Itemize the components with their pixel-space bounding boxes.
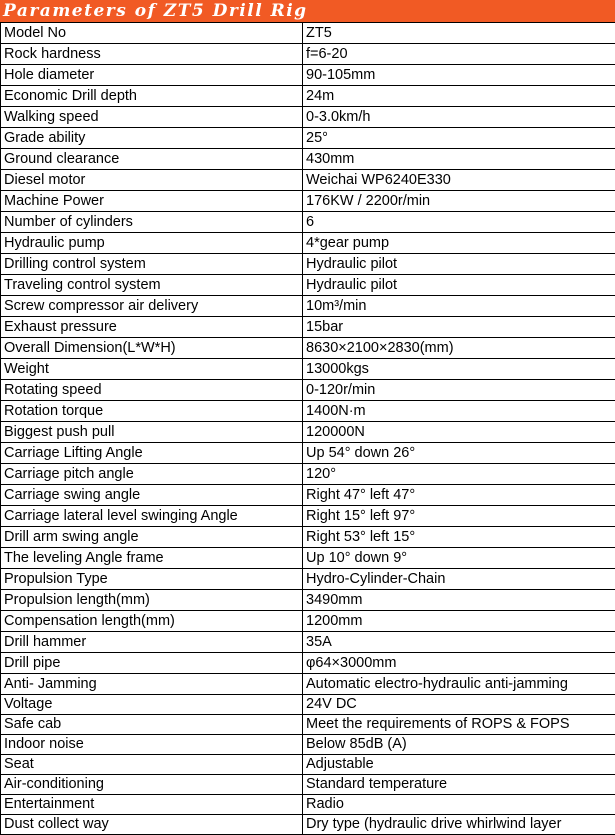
parameter-value: 0-3.0km/h (303, 107, 615, 128)
parameter-value: Adjustable (303, 755, 615, 775)
table-row (1, 296, 615, 317)
parameter-value: Hydraulic pilot (303, 275, 615, 296)
table-row (1, 674, 615, 695)
parameter-value: f=6-20 (303, 44, 615, 65)
parameter-name: Biggest push pull (1, 422, 303, 443)
parameter-name: Drill hammer (1, 632, 303, 653)
table-row (1, 212, 615, 233)
table-row (1, 401, 615, 422)
parameter-value: Standard temperature (303, 775, 615, 795)
parameter-value: Weichai WP6240E330 (303, 170, 615, 191)
table-row (1, 170, 615, 191)
table-row (1, 44, 615, 65)
parameter-name: Hydraulic pump (1, 233, 303, 254)
table-row (1, 775, 615, 795)
parameter-value: 176KW / 2200r/min (303, 191, 615, 212)
parameter-value: 8630×2100×2830(mm) (303, 338, 615, 359)
parameter-value: 90-105mm (303, 65, 615, 86)
parameter-name: Anti- Jamming (1, 674, 303, 695)
parameter-name: Hole diameter (1, 65, 303, 86)
parameter-value: Right 15° left 97° (303, 506, 615, 527)
parameter-name: Drill pipe (1, 653, 303, 674)
parameter-name: Rock hardness (1, 44, 303, 65)
parameter-value: Right 53° left 15° (303, 527, 615, 548)
table-row (1, 443, 615, 464)
parameter-name: Propulsion Type (1, 569, 303, 590)
parameter-value: Up 54° down 26° (303, 443, 615, 464)
table-row (1, 590, 615, 611)
table-row (1, 569, 615, 590)
parameters-table-body (1, 23, 615, 835)
parameter-value: Dry type (hydraulic drive whirlwind layer (303, 815, 615, 835)
parameter-name: Number of cylinders (1, 212, 303, 233)
parameter-name: Walking speed (1, 107, 303, 128)
parameter-name: Exhaust pressure (1, 317, 303, 338)
parameter-name: Screw compressor air delivery (1, 296, 303, 317)
parameter-value: Below 85dB (A) (303, 735, 615, 755)
parameter-name: Indoor noise (1, 735, 303, 755)
parameter-value: Right 47° left 47° (303, 485, 615, 506)
parameter-name: Weight (1, 359, 303, 380)
table-row (1, 653, 615, 674)
table-row (1, 359, 615, 380)
parameter-name: Safe cab (1, 715, 303, 735)
parameter-value: 10m³/min (303, 296, 615, 317)
table-row (1, 128, 615, 149)
parameter-name: Carriage pitch angle (1, 464, 303, 485)
table-row (1, 191, 615, 212)
parameter-value: 24m (303, 86, 615, 107)
parameter-name: The leveling Angle frame (1, 548, 303, 569)
table-row (1, 317, 615, 338)
table-row (1, 735, 615, 755)
table-row (1, 695, 615, 715)
table-row (1, 23, 615, 44)
parameter-name: Grade ability (1, 128, 303, 149)
parameters-table (0, 22, 615, 835)
parameter-name: Entertainment (1, 795, 303, 815)
parameter-name: Seat (1, 755, 303, 775)
table-row (1, 149, 615, 170)
parameter-name: Rotating speed (1, 380, 303, 401)
table-row (1, 233, 615, 254)
parameter-value: ZT5 (303, 23, 615, 44)
parameter-value: Hydro-Cylinder-Chain (303, 569, 615, 590)
parameter-value: 15bar (303, 317, 615, 338)
parameter-name: Dust collect way (1, 815, 303, 835)
table-row (1, 548, 615, 569)
parameter-name: Model No (1, 23, 303, 44)
parameter-value: 430mm (303, 149, 615, 170)
parameter-name: Ground clearance (1, 149, 303, 170)
parameter-value: Hydraulic pilot (303, 254, 615, 275)
parameter-name: Diesel motor (1, 170, 303, 191)
parameter-name: Compensation length(mm) (1, 611, 303, 632)
table-row (1, 338, 615, 359)
parameter-name: Traveling control system (1, 275, 303, 296)
parameter-value: 120° (303, 464, 615, 485)
parameter-value: 24V DC (303, 695, 615, 715)
parameter-name: Machine Power (1, 191, 303, 212)
table-row (1, 715, 615, 735)
table-row (1, 107, 615, 128)
parameter-value: Automatic electro-hydraulic anti-jamming (303, 674, 615, 695)
table-title: Parameters of ZT5 Drill Rig (0, 0, 615, 22)
table-row (1, 380, 615, 401)
table-row (1, 86, 615, 107)
parameter-name: Drilling control system (1, 254, 303, 275)
table-row (1, 506, 615, 527)
parameter-value: Up 10° down 9° (303, 548, 615, 569)
table-row (1, 422, 615, 443)
parameter-name: Rotation torque (1, 401, 303, 422)
parameter-value: 0-120r/min (303, 380, 615, 401)
table-row (1, 632, 615, 653)
parameter-value: 4*gear pump (303, 233, 615, 254)
parameter-value: Meet the requirements of ROPS & FOPS (303, 715, 615, 735)
table-row (1, 464, 615, 485)
parameter-name: Propulsion length(mm) (1, 590, 303, 611)
table-row (1, 485, 615, 506)
table-row (1, 65, 615, 86)
parameter-value: Radio (303, 795, 615, 815)
parameter-value: 1400N·m (303, 401, 615, 422)
parameter-value: 25° (303, 128, 615, 149)
table-row (1, 254, 615, 275)
parameter-value: 3490mm (303, 590, 615, 611)
parameter-name: Carriage swing angle (1, 485, 303, 506)
parameter-value: 120000N (303, 422, 615, 443)
parameter-value: φ64×3000mm (303, 653, 615, 674)
table-row (1, 611, 615, 632)
table-row (1, 815, 615, 835)
parameter-name: Carriage Lifting Angle (1, 443, 303, 464)
table-row (1, 755, 615, 775)
parameter-value: 1200mm (303, 611, 615, 632)
table-row (1, 275, 615, 296)
parameter-value: 35A (303, 632, 615, 653)
parameter-name: Air-conditioning (1, 775, 303, 795)
parameter-value: 6 (303, 212, 615, 233)
parameter-name: Economic Drill depth (1, 86, 303, 107)
table-row (1, 795, 615, 815)
parameter-name: Overall Dimension(L*W*H) (1, 338, 303, 359)
parameter-name: Carriage lateral level swinging Angle (1, 506, 303, 527)
table-row (1, 527, 615, 548)
parameter-value: 13000kgs (303, 359, 615, 380)
parameter-name: Drill arm swing angle (1, 527, 303, 548)
parameter-name: Voltage (1, 695, 303, 715)
